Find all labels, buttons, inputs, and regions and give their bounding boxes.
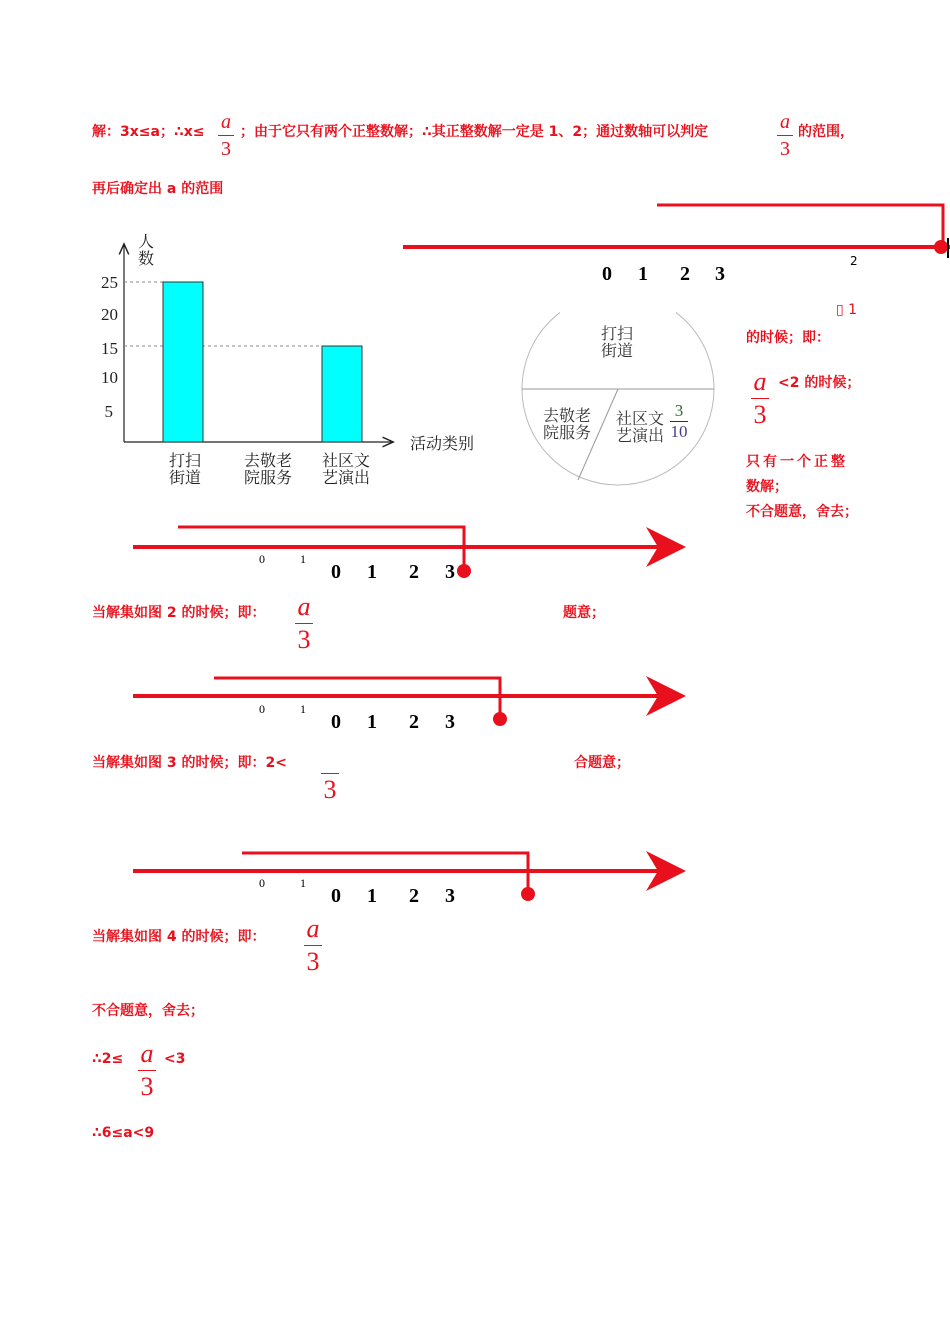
conclusion-ineq-prefix: ∴2≤ [92,1051,124,1067]
fraction-denominator: 3 [306,947,320,976]
fraction-bar [751,398,769,399]
numberline-label: 3 [445,885,455,907]
bar-chart-ytick: 15 [101,339,118,358]
bar-chart-ytick: 25 [101,273,118,292]
bar-chart-ytick: 20 [101,305,118,324]
bar-chart [124,245,392,442]
numberline-label: 0 [331,885,341,907]
conclusion-final: ∴6≤a<9 [92,1125,155,1141]
conclusion-ineq-suffix: <3 [164,1051,186,1067]
fraction-denominator: 3 [323,775,337,804]
numberline-label: 2 [409,561,419,583]
bar-dasao-jiedao [163,282,203,442]
right-only-one-1: 只有一个正整 [746,454,848,470]
numberline-label: 1 [367,561,377,583]
case4-text: 当解集如图 4 的时候；即： [92,929,266,945]
fraction-numerator: a [297,592,311,621]
fraction-bar [321,773,339,774]
pie-sector-label: 社区文 艺演出 [615,411,664,445]
numberline-label: 2 [409,885,419,907]
pie-sector-label: 打扫 街道 [600,326,633,360]
bar-chart-xlabel: 活动类别 [410,436,475,453]
right-lt2-text: <2 的时候； [778,375,861,391]
numberline-fig3 [133,853,678,901]
case3-tail: 合题意； [574,755,630,771]
numberline-small-label: 0 [259,702,265,716]
numberline-small-label: 1 [300,876,306,890]
numberline-fig1 [133,527,678,578]
bar-chart-category: 社区文 艺演出 [321,453,370,487]
numberline-label: 3 [445,711,455,733]
fraction-bar [304,945,322,946]
fraction-denominator: 3 [140,1072,154,1101]
pie-fraction: 3 10 [670,401,688,441]
numberline-label: 0 [331,711,341,733]
numberline-fig2 [133,678,678,726]
solution-line1-part-a: 解：3x≤a；∴x≤ [92,124,205,140]
numberline-label: 1 [367,885,377,907]
fraction-numerator: a [140,1039,154,1068]
fraction-a-over-3 [292,593,316,654]
bar-chart-ytick: 5 [104,402,113,421]
fraction-a-over-3 [748,368,772,429]
fraction-numerator: a [306,914,320,943]
case3-text: 当解集如图 3 的时候；即：2< [92,755,287,771]
conclusion-reject: 不合题意，舍去； [92,1003,204,1019]
numberline-label: 2 [409,711,419,733]
bar-chart-ytick: 10 [101,368,118,387]
top-numberline [403,205,950,258]
bar-chart-category: 打扫 街道 [168,453,201,487]
fraction-numerator: a [221,111,231,133]
fraction-numerator: a [780,111,790,133]
fraction-bar [138,1070,156,1071]
fraction-a-over-3 [301,915,325,976]
numberline-small-label: 1 [300,702,306,716]
fraction-a-over-3 [135,1040,159,1101]
top-numberline-label: 2 [680,263,690,285]
top-numberline-label: 0 [602,263,612,285]
pie-sector-label: 去敬老 院服务 [542,408,591,442]
bar-shequ-wenyi [322,346,362,442]
numberline-label: 3 [445,561,455,583]
fraction-a-over-3-no-numerator [318,743,342,804]
fraction-denominator: 3 [221,138,231,160]
numberline-label: 1 [367,711,377,733]
case2-text: 当解集如图 2 的时候；即： [92,605,266,621]
fraction-bar [295,623,313,624]
bar-chart-ylabel: 人数 [137,234,154,268]
bar-chart-category: 去敬老 院服务 [243,453,292,487]
solution-line2: 再后确定出 a 的范围 [92,181,224,197]
numberline-small-label: 0 [259,876,265,890]
top-numberline-label: 1 [638,263,648,285]
right-reject: 不合题意，舍去； [746,504,858,520]
right-case1-label: ▯ 1 [836,302,858,318]
numberline-small-label: 1 [300,552,306,566]
pie-chart [522,292,714,485]
right-when-text: 的时候；即： [746,330,830,346]
fraction-numerator: a [753,367,767,396]
case2-tail: 题意； [563,605,605,621]
fraction-denominator: 3 [780,138,790,160]
numberline-label: 0 [331,561,341,583]
fraction-denominator: 3 [297,625,311,654]
solution-line1-part-c: 的范围， [798,124,854,140]
fraction-denominator: 3 [753,400,767,429]
top-numberline-label: 3 [715,263,725,285]
numberline-small-label: 0 [259,552,265,566]
right-tick-2: 2 [850,254,858,268]
solution-line1-part-b: ；由于它只有两个正整数解；∴其正整数解一定是 1、2；通过数轴可以判定 [240,124,709,140]
right-only-one-2: 数解； [746,479,788,495]
